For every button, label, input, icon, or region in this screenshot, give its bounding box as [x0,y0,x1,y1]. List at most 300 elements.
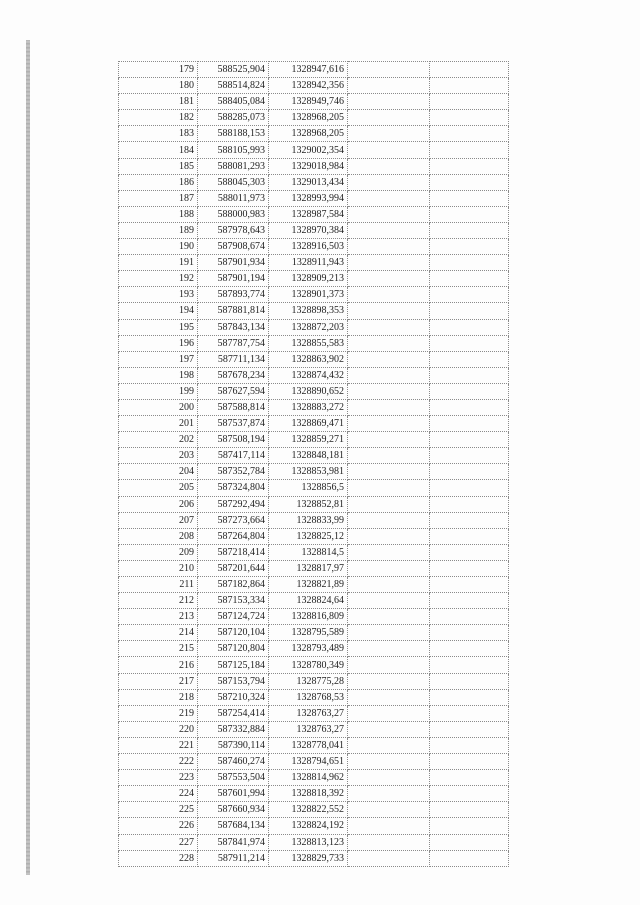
table-row [119,158,509,174]
table-row [119,834,509,850]
table-row [119,850,509,866]
empty-cell [430,560,509,576]
empty-cell [348,689,430,705]
table-row [119,512,509,528]
empty-cell [430,705,509,721]
table-row [119,770,509,786]
table-row [119,802,509,818]
y-coordinate-cell: 1328824,64 [269,593,348,609]
point-number-cell: 201 [119,416,198,432]
y-coordinate-cell: 1328814,962 [269,770,348,786]
table-row [119,399,509,415]
y-coordinate-cell: 1328763,27 [269,721,348,737]
x-coordinate-cell: 587901,934 [198,255,269,271]
x-coordinate-cell: 587787,754 [198,335,269,351]
empty-cell [348,399,430,415]
empty-cell [430,206,509,222]
y-coordinate-cell: 1328949,746 [269,94,348,110]
empty-cell [348,255,430,271]
point-number-cell: 213 [119,609,198,625]
empty-cell [348,239,430,255]
point-number-cell: 207 [119,512,198,528]
point-number-cell: 220 [119,721,198,737]
point-number-cell: 183 [119,126,198,142]
empty-cell [430,754,509,770]
y-coordinate-cell: 1328848,181 [269,448,348,464]
point-number-cell: 208 [119,528,198,544]
empty-cell [430,721,509,737]
point-number-cell: 194 [119,303,198,319]
table-row [119,480,509,496]
empty-cell [348,448,430,464]
y-coordinate-cell: 1329018,984 [269,158,348,174]
table-row [119,255,509,271]
x-coordinate-cell: 587881,814 [198,303,269,319]
table-row [119,577,509,593]
y-coordinate-cell: 1328970,384 [269,222,348,238]
empty-cell [348,754,430,770]
table-row [119,110,509,126]
x-coordinate-cell: 587588,814 [198,399,269,415]
empty-cell [348,544,430,560]
empty-cell [430,271,509,287]
y-coordinate-cell: 1328968,205 [269,126,348,142]
table-row [119,432,509,448]
point-number-cell: 200 [119,399,198,415]
point-number-cell: 192 [119,271,198,287]
table-row [119,448,509,464]
point-number-cell: 219 [119,705,198,721]
table-row [119,239,509,255]
empty-cell [430,512,509,528]
point-number-cell: 226 [119,818,198,834]
empty-cell [430,834,509,850]
empty-cell [348,271,430,287]
y-coordinate-cell: 1329013,434 [269,174,348,190]
x-coordinate-cell: 587978,643 [198,222,269,238]
empty-cell [348,673,430,689]
point-number-cell: 202 [119,432,198,448]
y-coordinate-cell: 1328909,213 [269,271,348,287]
x-coordinate-cell: 587292,494 [198,496,269,512]
x-coordinate-cell: 587390,114 [198,737,269,753]
empty-cell [430,818,509,834]
empty-cell [348,78,430,94]
table-row [119,818,509,834]
table-row [119,754,509,770]
empty-cell [430,158,509,174]
table-row [119,593,509,609]
point-number-cell: 228 [119,850,198,866]
empty-cell [348,335,430,351]
empty-cell [348,528,430,544]
empty-cell [348,641,430,657]
empty-cell [348,593,430,609]
y-coordinate-cell: 1328817,97 [269,560,348,576]
table-row [119,303,509,319]
point-number-cell: 186 [119,174,198,190]
x-coordinate-cell: 588081,293 [198,158,269,174]
y-coordinate-cell: 1328778,041 [269,737,348,753]
y-coordinate-cell: 1328898,353 [269,303,348,319]
empty-cell [348,206,430,222]
x-coordinate-cell: 587841,974 [198,834,269,850]
y-coordinate-cell: 1328947,616 [269,62,348,78]
empty-cell [430,78,509,94]
point-number-cell: 198 [119,367,198,383]
y-coordinate-cell: 1328993,994 [269,190,348,206]
point-number-cell: 215 [119,641,198,657]
point-number-cell: 216 [119,657,198,673]
empty-cell [430,786,509,802]
point-number-cell: 184 [119,142,198,158]
x-coordinate-cell: 587601,994 [198,786,269,802]
y-coordinate-cell: 1328968,205 [269,110,348,126]
empty-cell [348,737,430,753]
x-coordinate-cell: 587273,664 [198,512,269,528]
point-number-cell: 217 [119,673,198,689]
y-coordinate-cell: 1328833,99 [269,512,348,528]
y-coordinate-cell: 1328911,943 [269,255,348,271]
x-coordinate-cell: 587125,184 [198,657,269,673]
table-row [119,689,509,705]
empty-cell [430,673,509,689]
point-number-cell: 206 [119,496,198,512]
coordinates-table [118,61,509,867]
empty-cell [348,110,430,126]
x-coordinate-cell: 587153,334 [198,593,269,609]
x-coordinate-cell: 587460,274 [198,754,269,770]
point-number-cell: 189 [119,222,198,238]
y-coordinate-cell: 1328775,28 [269,673,348,689]
empty-cell [430,464,509,480]
point-number-cell: 224 [119,786,198,802]
empty-cell [348,142,430,158]
point-number-cell: 181 [119,94,198,110]
empty-cell [430,94,509,110]
y-coordinate-cell: 1328821,89 [269,577,348,593]
point-number-cell: 187 [119,190,198,206]
empty-cell [430,62,509,78]
empty-cell [348,705,430,721]
empty-cell [430,416,509,432]
empty-cell [430,737,509,753]
point-number-cell: 210 [119,560,198,576]
table-row [119,94,509,110]
point-number-cell: 191 [119,255,198,271]
y-coordinate-cell: 1328916,503 [269,239,348,255]
empty-cell [348,625,430,641]
empty-cell [430,850,509,866]
empty-cell [430,319,509,335]
x-coordinate-cell: 587711,134 [198,351,269,367]
x-coordinate-cell: 588525,904 [198,62,269,78]
empty-cell [430,110,509,126]
empty-cell [430,577,509,593]
table-row [119,737,509,753]
empty-cell [430,432,509,448]
table-row [119,62,509,78]
point-number-cell: 190 [119,239,198,255]
table-row [119,351,509,367]
empty-cell [348,174,430,190]
y-coordinate-cell: 1328859,271 [269,432,348,448]
y-coordinate-cell: 1328825,12 [269,528,348,544]
empty-cell [430,399,509,415]
point-number-cell: 209 [119,544,198,560]
y-coordinate-cell: 1328872,203 [269,319,348,335]
x-coordinate-cell: 588285,073 [198,110,269,126]
empty-cell [430,303,509,319]
table-row [119,142,509,158]
point-number-cell: 214 [119,625,198,641]
x-coordinate-cell: 587843,134 [198,319,269,335]
y-coordinate-cell: 1328780,349 [269,657,348,673]
y-coordinate-cell: 1328824,192 [269,818,348,834]
empty-cell [430,528,509,544]
x-coordinate-cell: 587182,864 [198,577,269,593]
table-row [119,383,509,399]
x-coordinate-cell: 587332,884 [198,721,269,737]
point-number-cell: 203 [119,448,198,464]
x-coordinate-cell: 587124,724 [198,609,269,625]
x-coordinate-cell: 588045,303 [198,174,269,190]
empty-cell [348,657,430,673]
x-coordinate-cell: 588000,983 [198,206,269,222]
empty-cell [430,335,509,351]
point-number-cell: 199 [119,383,198,399]
empty-cell [348,303,430,319]
y-coordinate-cell: 1328816,809 [269,609,348,625]
scan-binding-edge [26,40,30,875]
y-coordinate-cell: 1328901,373 [269,287,348,303]
empty-cell [348,480,430,496]
empty-cell [348,609,430,625]
x-coordinate-cell: 587911,214 [198,850,269,866]
point-number-cell: 204 [119,464,198,480]
table-row [119,367,509,383]
point-number-cell: 180 [119,78,198,94]
point-number-cell: 227 [119,834,198,850]
table-row [119,673,509,689]
empty-cell [430,142,509,158]
table-row [119,319,509,335]
point-number-cell: 197 [119,351,198,367]
x-coordinate-cell: 588188,153 [198,126,269,142]
table-row [119,560,509,576]
empty-cell [430,174,509,190]
point-number-cell: 218 [119,689,198,705]
x-coordinate-cell: 587893,774 [198,287,269,303]
empty-cell [430,625,509,641]
empty-cell [348,496,430,512]
empty-cell [348,319,430,335]
empty-cell [348,416,430,432]
empty-cell [348,351,430,367]
table-row [119,271,509,287]
empty-cell [348,464,430,480]
y-coordinate-cell: 1328818,392 [269,786,348,802]
empty-cell [430,222,509,238]
point-number-cell: 196 [119,335,198,351]
x-coordinate-cell: 587201,644 [198,560,269,576]
point-number-cell: 185 [119,158,198,174]
point-number-cell: 225 [119,802,198,818]
y-coordinate-cell: 1328987,584 [269,206,348,222]
empty-cell [348,287,430,303]
empty-cell [430,383,509,399]
empty-cell [430,190,509,206]
empty-cell [430,287,509,303]
y-coordinate-cell: 1328794,651 [269,754,348,770]
x-coordinate-cell: 587352,784 [198,464,269,480]
x-coordinate-cell: 587417,114 [198,448,269,464]
table-row [119,657,509,673]
y-coordinate-cell: 1328856,5 [269,480,348,496]
table-row [119,528,509,544]
x-coordinate-cell: 587508,194 [198,432,269,448]
y-coordinate-cell: 1329002,354 [269,142,348,158]
table-row [119,335,509,351]
empty-cell [430,239,509,255]
x-coordinate-cell: 588105,993 [198,142,269,158]
empty-cell [348,577,430,593]
empty-cell [430,544,509,560]
table-row [119,222,509,238]
x-coordinate-cell: 588514,824 [198,78,269,94]
table-row [119,609,509,625]
empty-cell [348,432,430,448]
coordinates-table-body [119,62,509,867]
x-coordinate-cell: 587324,804 [198,480,269,496]
x-coordinate-cell: 587537,874 [198,416,269,432]
empty-cell [430,689,509,705]
y-coordinate-cell: 1328768,53 [269,689,348,705]
y-coordinate-cell: 1328942,356 [269,78,348,94]
x-coordinate-cell: 587901,194 [198,271,269,287]
point-number-cell: 212 [119,593,198,609]
empty-cell [430,367,509,383]
empty-cell [430,496,509,512]
point-number-cell: 211 [119,577,198,593]
y-coordinate-cell: 1328793,489 [269,641,348,657]
empty-cell [348,770,430,786]
x-coordinate-cell: 587684,134 [198,818,269,834]
point-number-cell: 179 [119,62,198,78]
y-coordinate-cell: 1328883,272 [269,399,348,415]
x-coordinate-cell: 588405,084 [198,94,269,110]
empty-cell [430,126,509,142]
y-coordinate-cell: 1328855,583 [269,335,348,351]
empty-cell [348,834,430,850]
empty-cell [348,62,430,78]
x-coordinate-cell: 587254,414 [198,705,269,721]
y-coordinate-cell: 1328874,432 [269,367,348,383]
table-row [119,416,509,432]
y-coordinate-cell: 1328890,652 [269,383,348,399]
empty-cell [430,593,509,609]
table-row [119,464,509,480]
empty-cell [430,255,509,271]
table-row [119,287,509,303]
y-coordinate-cell: 1328852,81 [269,496,348,512]
empty-cell [348,126,430,142]
x-coordinate-cell: 588011,973 [198,190,269,206]
empty-cell [348,850,430,866]
x-coordinate-cell: 587153,794 [198,673,269,689]
table-row [119,544,509,560]
y-coordinate-cell: 1328829,733 [269,850,348,866]
empty-cell [430,657,509,673]
point-number-cell: 221 [119,737,198,753]
empty-cell [348,190,430,206]
x-coordinate-cell: 587627,594 [198,383,269,399]
y-coordinate-cell: 1328869,471 [269,416,348,432]
empty-cell [348,818,430,834]
x-coordinate-cell: 587120,804 [198,641,269,657]
table-row [119,174,509,190]
x-coordinate-cell: 587210,324 [198,689,269,705]
empty-cell [430,480,509,496]
y-coordinate-cell: 1328853,981 [269,464,348,480]
point-number-cell: 222 [119,754,198,770]
table-row [119,705,509,721]
y-coordinate-cell: 1328814,5 [269,544,348,560]
y-coordinate-cell: 1328822,552 [269,802,348,818]
empty-cell [348,383,430,399]
x-coordinate-cell: 587678,234 [198,367,269,383]
empty-cell [348,786,430,802]
empty-cell [348,512,430,528]
empty-cell [430,448,509,464]
table-row [119,190,509,206]
empty-cell [348,158,430,174]
table-row [119,126,509,142]
point-number-cell: 223 [119,770,198,786]
empty-cell [348,560,430,576]
empty-cell [430,609,509,625]
y-coordinate-cell: 1328863,902 [269,351,348,367]
x-coordinate-cell: 587660,934 [198,802,269,818]
table-row [119,786,509,802]
table-row [119,721,509,737]
empty-cell [430,351,509,367]
empty-cell [348,94,430,110]
empty-cell [430,641,509,657]
y-coordinate-cell: 1328763,27 [269,705,348,721]
empty-cell [348,802,430,818]
x-coordinate-cell: 587218,414 [198,544,269,560]
point-number-cell: 193 [119,287,198,303]
point-number-cell: 205 [119,480,198,496]
point-number-cell: 188 [119,206,198,222]
table-row [119,641,509,657]
point-number-cell: 182 [119,110,198,126]
empty-cell [348,721,430,737]
x-coordinate-cell: 587553,504 [198,770,269,786]
table-row [119,625,509,641]
table-row [119,78,509,94]
empty-cell [430,802,509,818]
table-row [119,206,509,222]
y-coordinate-cell: 1328795,589 [269,625,348,641]
x-coordinate-cell: 587908,674 [198,239,269,255]
y-coordinate-cell: 1328813,123 [269,834,348,850]
empty-cell [430,770,509,786]
point-number-cell: 195 [119,319,198,335]
table-row [119,496,509,512]
x-coordinate-cell: 587120,104 [198,625,269,641]
